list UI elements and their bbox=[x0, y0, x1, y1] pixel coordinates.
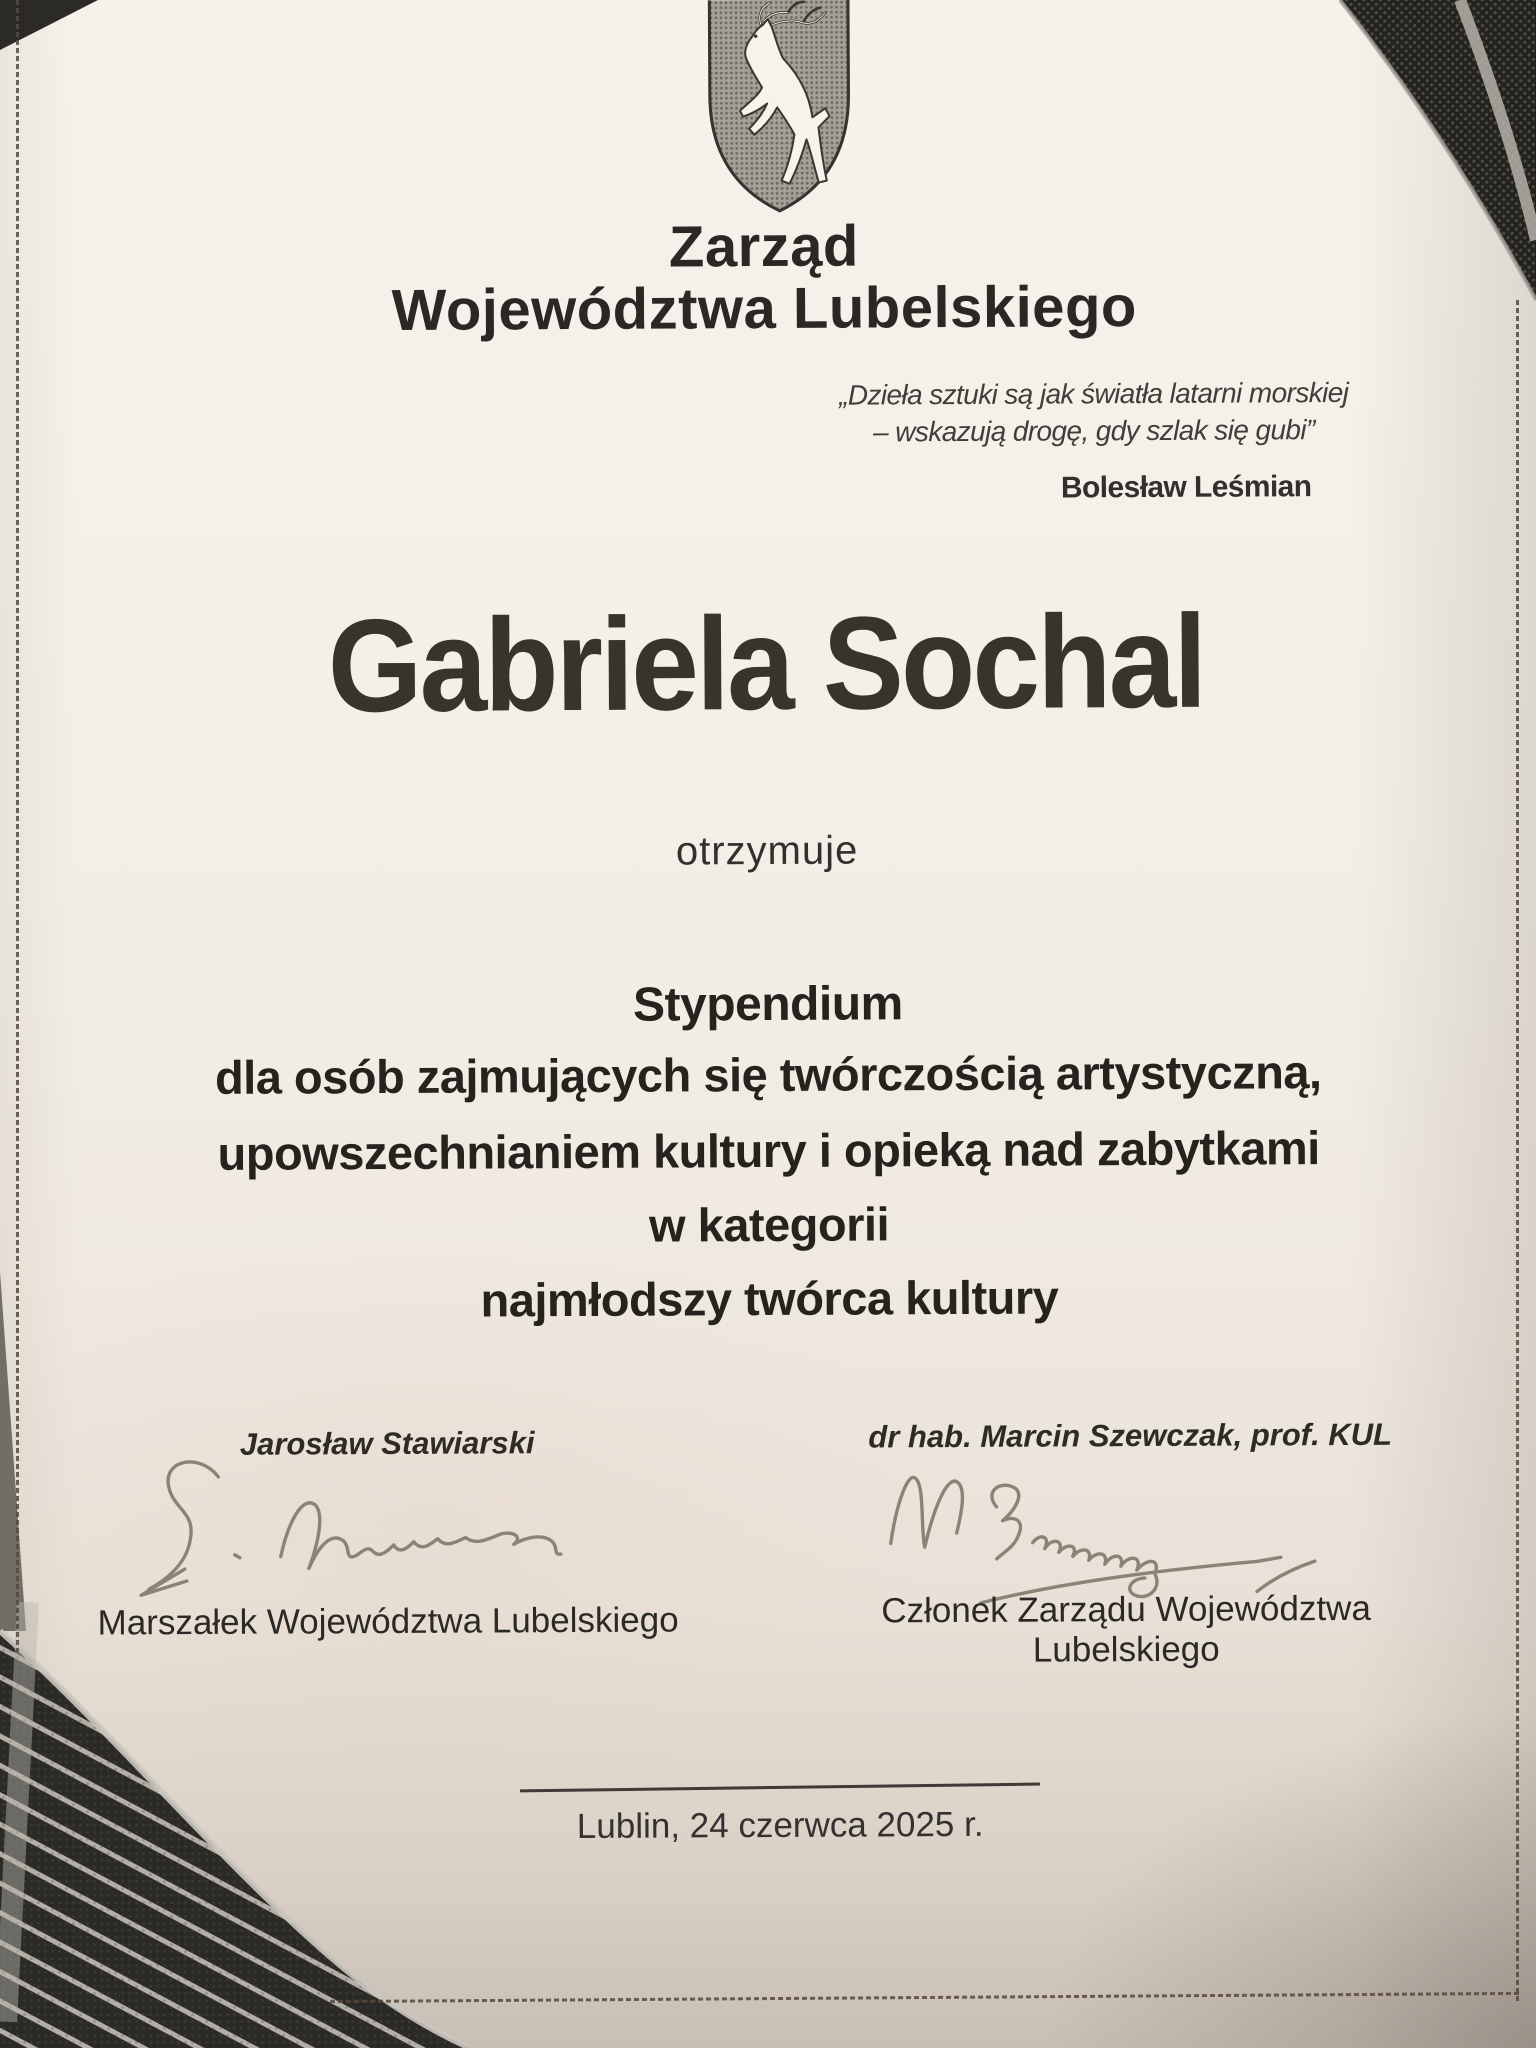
quote-block bbox=[809, 375, 1380, 509]
quote-line2: – wskazują drogę, gdy szlak się gubi” bbox=[873, 414, 1315, 448]
quote-author: Bolesław Leśmian bbox=[1060, 470, 1312, 505]
place-and-date: Lublin, 24 czerwca 2025 r. bbox=[576, 1804, 984, 1847]
organization-name-line1: Zarząd bbox=[668, 213, 860, 280]
quote-line1: „Dzieła sztuki są jak światła latarni morskiej bbox=[839, 376, 1349, 411]
date-line bbox=[520, 1783, 1040, 1793]
award-title: Stypendium bbox=[632, 977, 903, 1032]
signature-handwriting-left bbox=[130, 1446, 691, 1624]
signatory-left-name: Jarosław Stawiarski bbox=[239, 1425, 535, 1462]
award-category-value: najmłodszy twórca kultury bbox=[480, 1270, 1059, 1327]
award-description-line1: dla osób zajmujących się twórczością artystyczną, bbox=[214, 1045, 1322, 1104]
signatory-right-name: dr hab. Marcin Szewczak, prof. KUL bbox=[868, 1416, 1393, 1455]
signatory-left-title: Marszałek Województwa Lubelskiego bbox=[97, 1600, 679, 1643]
lublin-coat-of-arms-stag-icon bbox=[703, 0, 856, 216]
recipient-name: Gabriela Sochal bbox=[327, 587, 1205, 740]
award-description-line2: upowszechnianiem kultury i opieką nad zabytkami bbox=[217, 1121, 1320, 1180]
award-category-label: w kategorii bbox=[648, 1197, 890, 1252]
receives-label: otrzymuje bbox=[675, 828, 859, 874]
signatory-right-title: Członek Zarządu Województwa Lubelskiego bbox=[881, 1588, 1371, 1670]
organization-name-line2: Województwa Lubelskiego bbox=[391, 274, 1137, 343]
